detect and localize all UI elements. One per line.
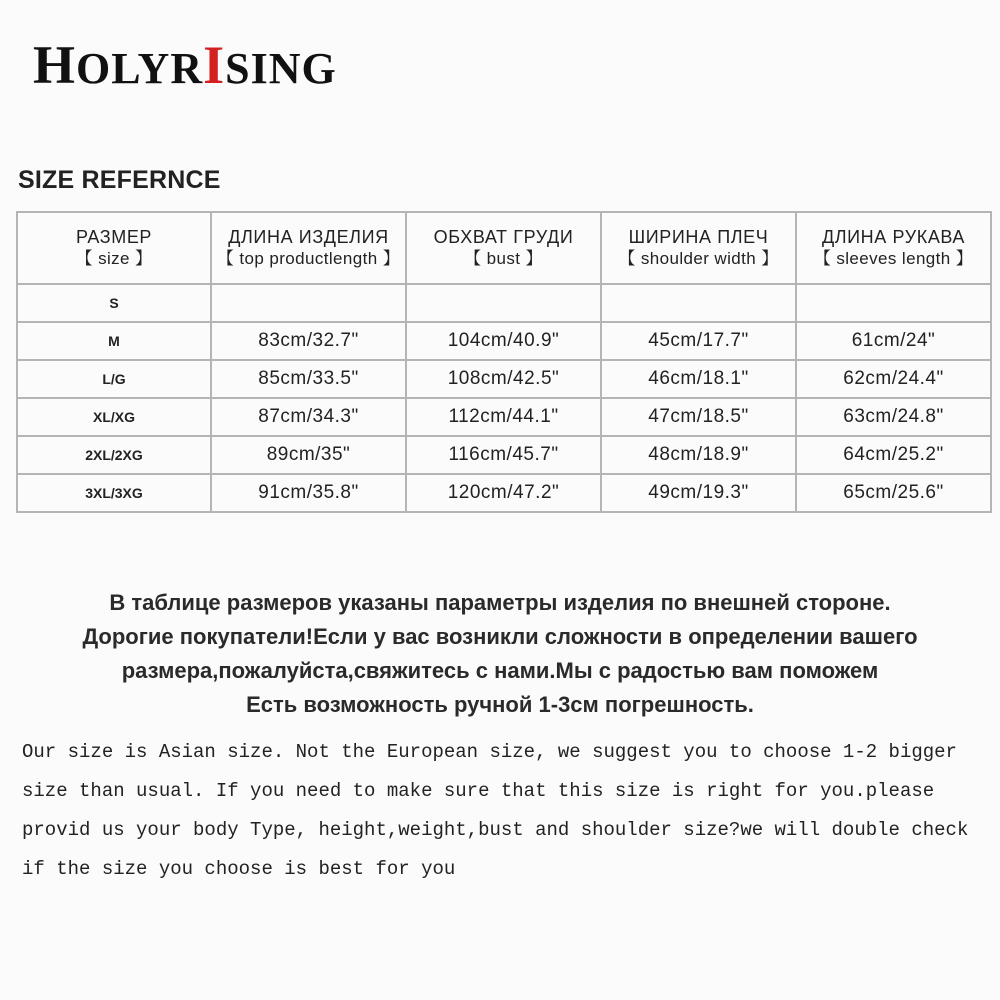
column-header: [601, 212, 796, 284]
shoulder-cell: 48cm/18.9": [601, 436, 796, 474]
sleeve-cell: 64cm/25.2": [796, 436, 991, 474]
logo-text-part: OLYR: [76, 44, 204, 93]
column-header: [211, 212, 406, 284]
logo-initial: H: [33, 35, 77, 95]
logo-text-part: SING: [225, 44, 337, 93]
bust-cell: [406, 284, 601, 322]
english-note-line: if the size you choose is best for you: [22, 858, 456, 880]
column-header-ru: ДЛИНА ИЗДЕЛИЯ: [228, 227, 389, 247]
size-table: [16, 211, 992, 513]
table-row: [17, 360, 991, 398]
length-cell: 85cm/33.5": [211, 360, 406, 398]
logo-accent-letter: I: [203, 35, 226, 95]
size-cell: L/G: [17, 360, 211, 398]
sleeve-cell: 62cm/24.4": [796, 360, 991, 398]
english-note-line: size than usual. If you need to make sure that this size is right for you.please: [22, 780, 935, 802]
russian-note-line: В таблице размеров указаны параметры изделия по внешней стороне.: [109, 590, 891, 615]
column-header: [17, 212, 211, 284]
bust-cell: 112cm/44.1": [406, 398, 601, 436]
size-cell: M: [17, 322, 211, 360]
english-note-line: Our size is Asian size. Not the European size, we suggest you to choose 1-2 bigger: [22, 741, 957, 763]
column-header-ru: РАЗМЕР: [75, 227, 153, 247]
size-cell: 2XL/2XG: [17, 436, 211, 474]
table-row: [17, 436, 991, 474]
bust-cell: 108cm/42.5": [406, 360, 601, 398]
size-cell: XL/XG: [17, 398, 211, 436]
shoulder-cell: 45cm/17.7": [601, 322, 796, 360]
english-note: [22, 733, 982, 889]
length-cell: [211, 284, 406, 322]
shoulder-cell: [601, 284, 796, 322]
length-cell: 83cm/32.7": [211, 322, 406, 360]
russian-note-line: Есть возможность ручной 1-3см погрешность.: [246, 692, 754, 717]
length-cell: 89cm/35": [211, 436, 406, 474]
column-header-en: 【 top productlength 】: [216, 249, 401, 268]
brand-logo: [33, 35, 337, 95]
section-title: SIZE REFERNCE: [18, 166, 221, 194]
sleeve-cell: 61cm/24": [796, 322, 991, 360]
sleeve-cell: [796, 284, 991, 322]
bust-cell: 120cm/47.2": [406, 474, 601, 512]
bust-cell: 104cm/40.9": [406, 322, 601, 360]
russian-note: [0, 586, 1000, 722]
size-cell: S: [17, 284, 211, 322]
russian-note-line: размера,пожалуйста,свяжитесь с нами.Мы с радостью вам поможем: [121, 658, 879, 683]
column-header-en: 【 bust 】: [464, 249, 543, 268]
column-header-ru: ДЛИНА РУКАВА: [821, 227, 966, 247]
column-header-en: 【 size 】: [75, 249, 153, 268]
column-header-ru: ШИРИНА ПЛЕЧ: [628, 227, 769, 247]
size-cell: 3XL/3XG: [17, 474, 211, 512]
table-row: [17, 398, 991, 436]
length-cell: 91cm/35.8": [211, 474, 406, 512]
column-header-en: 【 shoulder width 】: [618, 249, 779, 268]
shoulder-cell: 47cm/18.5": [601, 398, 796, 436]
english-note-line: provid us your body Type, height,weight,bust and shoulder size?we will double check: [22, 819, 969, 841]
length-cell: 87cm/34.3": [211, 398, 406, 436]
column-header-en: 【 sleeves length 】: [813, 249, 974, 268]
sleeve-cell: 65cm/25.6": [796, 474, 991, 512]
bust-cell: 116cm/45.7": [406, 436, 601, 474]
column-header: [406, 212, 601, 284]
shoulder-cell: 49cm/19.3": [601, 474, 796, 512]
table-header-row: [17, 212, 991, 284]
column-header: [796, 212, 991, 284]
russian-note-line: Дорогие покупатели!Если у вас возникли сложности в определении вашего: [82, 624, 918, 649]
shoulder-cell: 46cm/18.1": [601, 360, 796, 398]
column-header-ru: ОБХВАТ ГРУДИ: [433, 227, 574, 247]
table-row: [17, 322, 991, 360]
table-row: [17, 474, 991, 512]
sleeve-cell: 63cm/24.8": [796, 398, 991, 436]
table-row: [17, 284, 991, 322]
